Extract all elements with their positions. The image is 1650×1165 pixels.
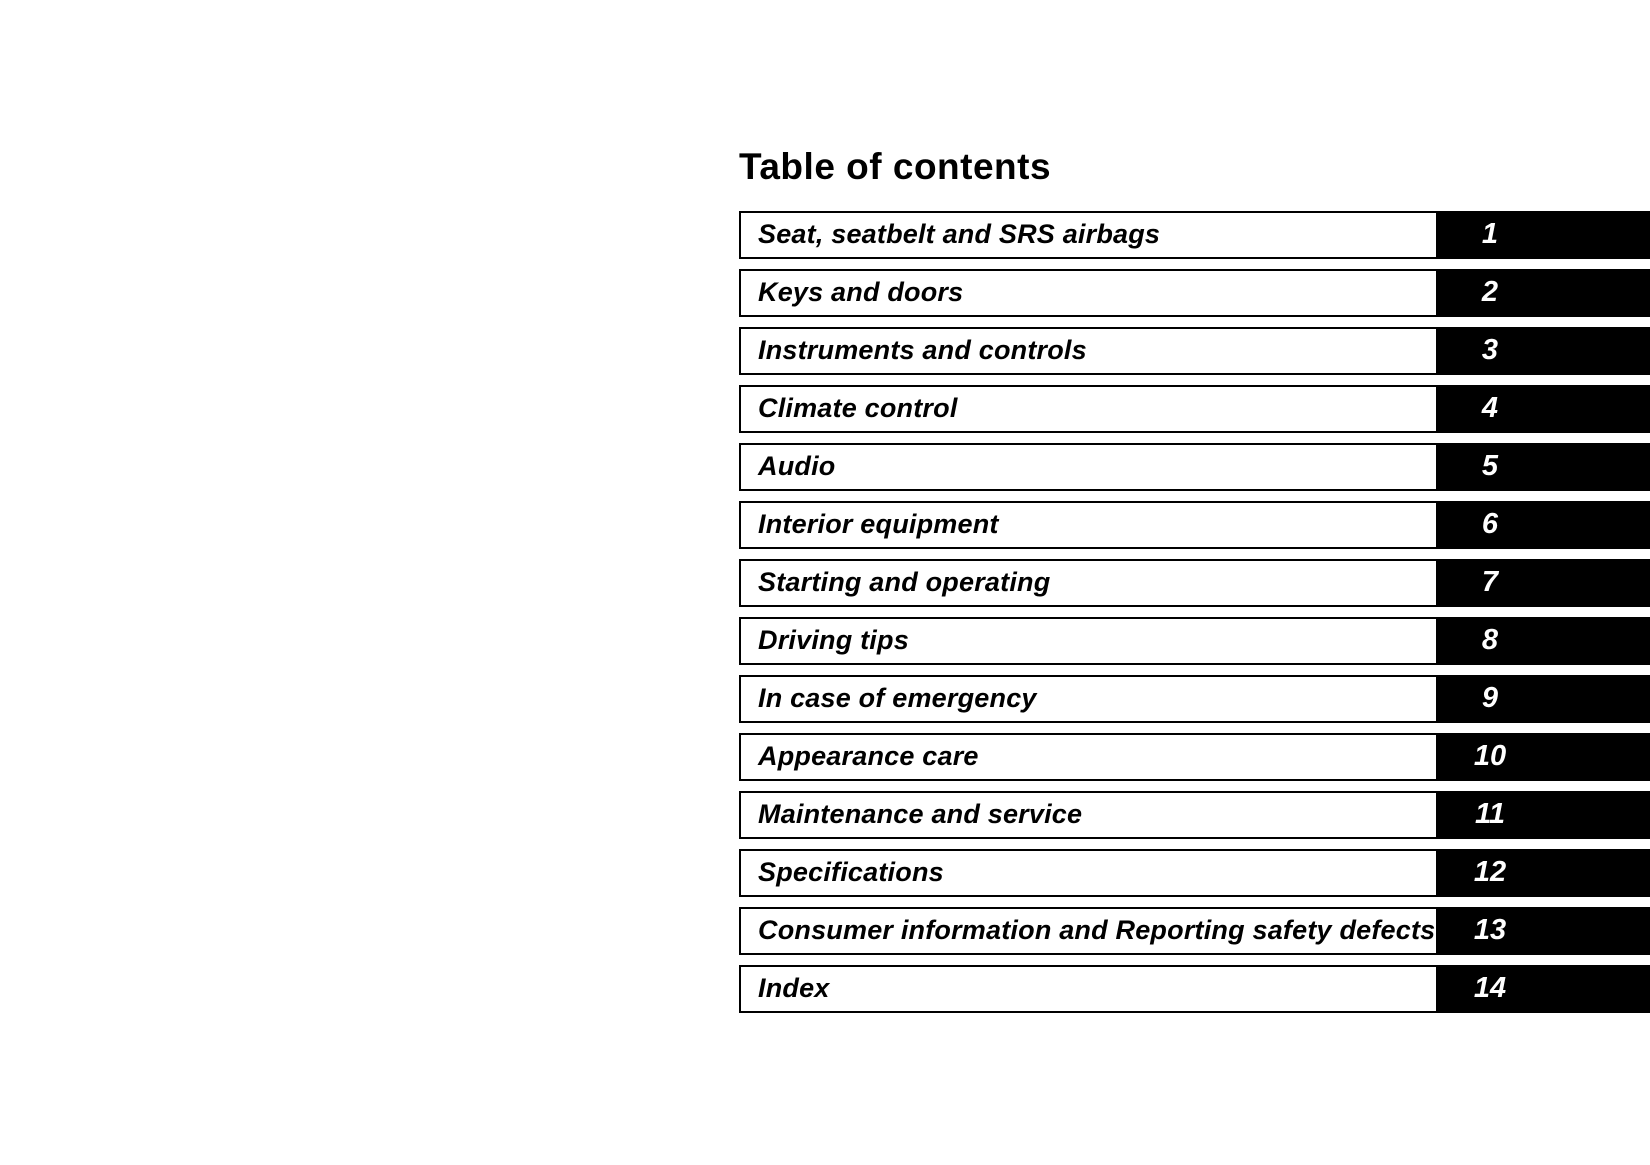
table-of-contents [739,211,1650,1013]
toc-chapter-number: 5 [1481,449,1499,482]
toc-chapter-number: 10 [1473,739,1507,772]
toc-chapter-label-box [739,559,1438,607]
toc-chapter-number: 3 [1481,333,1499,366]
toc-chapter-label: Audio [758,450,836,481]
toc-chapter-number: 9 [1481,681,1499,714]
toc-chapter-tab [1438,443,1650,491]
toc-chapter-label: Seat, seatbelt and SRS airbags [758,218,1161,249]
toc-chapter-number: 4 [1481,391,1499,424]
toc-chapter-number: 1 [1481,217,1499,250]
toc-chapter-tab [1438,501,1650,549]
toc-chapter-label-box [739,791,1438,839]
toc-row [739,791,1650,839]
toc-chapter-label-box [739,733,1438,781]
toc-chapter-label: Starting and operating [758,566,1051,597]
toc-chapter-label-box [739,443,1438,491]
toc-chapter-number: 6 [1481,507,1499,540]
toc-row [739,675,1650,723]
toc-row [739,849,1650,897]
toc-chapter-label-box [739,269,1438,317]
toc-chapter-number: 14 [1473,971,1507,1004]
toc-chapter-label-box [739,327,1438,375]
toc-chapter-tab [1438,385,1650,433]
page-title: Table of contents [739,146,1052,187]
toc-chapter-label: Climate control [758,392,958,423]
toc-row [739,443,1650,491]
toc-chapter-tab [1438,965,1650,1013]
toc-row [739,733,1650,781]
toc-chapter-label: In case of emergency [758,682,1037,713]
toc-row [739,269,1650,317]
toc-chapter-label: Keys and doors [758,276,964,307]
toc-chapter-label: Index [758,972,830,1003]
toc-chapter-label: Consumer information and Reporting safety defects [758,914,1436,945]
toc-chapter-label-box [739,211,1438,259]
toc-chapter-number: 2 [1481,275,1499,308]
toc-chapter-tab [1438,327,1650,375]
toc-chapter-label: Specifications [758,856,944,887]
toc-chapter-label-box [739,385,1438,433]
toc-chapter-label-box [739,501,1438,549]
toc-chapter-label: Driving tips [758,624,909,655]
toc-row [739,907,1650,955]
toc-chapter-number: 11 [1474,797,1506,830]
toc-chapter-label-box [739,675,1438,723]
toc-chapter-label: Appearance care [758,740,979,771]
toc-chapter-tab [1438,907,1650,955]
toc-row [739,211,1650,259]
toc-chapter-tab [1438,733,1650,781]
toc-chapter-tab [1438,791,1650,839]
toc-chapter-tab [1438,559,1650,607]
toc-row [739,501,1650,549]
toc-chapter-label: Interior equipment [758,508,999,539]
toc-chapter-number: 12 [1473,855,1507,888]
toc-chapter-tab [1438,617,1650,665]
toc-chapter-label-box [739,965,1438,1013]
toc-chapter-label: Instruments and controls [758,334,1087,365]
toc-row [739,385,1650,433]
toc-chapter-label-box [739,849,1438,897]
toc-row [739,559,1650,607]
toc-row [739,965,1650,1013]
toc-chapter-tab [1438,211,1650,259]
toc-chapter-number: 8 [1481,623,1499,656]
toc-row [739,327,1650,375]
toc-chapter-label-box [739,907,1438,955]
toc-chapter-label: Maintenance and service [758,798,1083,829]
toc-chapter-number: 13 [1473,913,1507,946]
toc-chapter-label-box [739,617,1438,665]
toc-chapter-tab [1438,675,1650,723]
toc-row [739,617,1650,665]
toc-chapter-tab [1438,269,1650,317]
toc-chapter-tab [1438,849,1650,897]
toc-chapter-number: 7 [1481,565,1499,598]
